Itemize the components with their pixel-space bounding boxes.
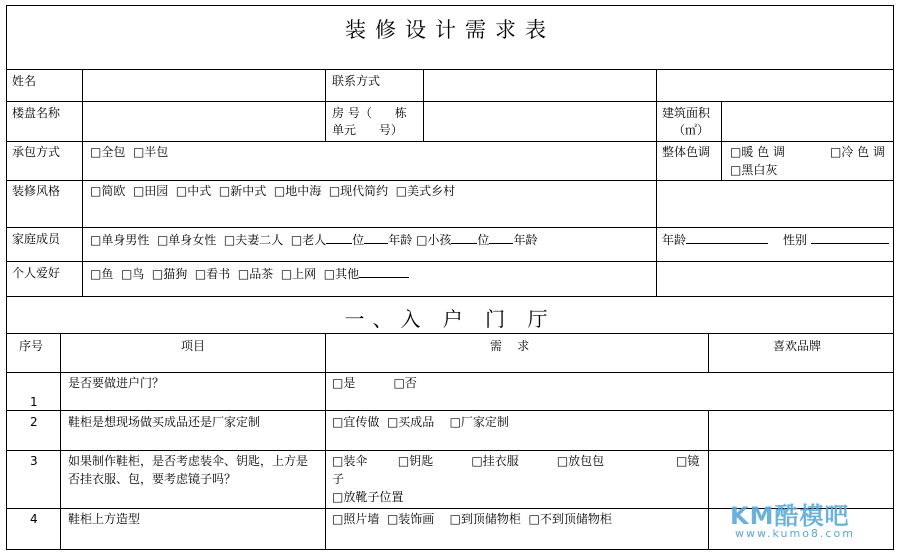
row-divider: [6, 141, 894, 142]
col-divider: [325, 333, 326, 550]
row3-need-mirror[interactable]: □镜: [676, 454, 700, 468]
row-divider: [6, 296, 894, 297]
family-pos-2: 位: [477, 233, 490, 247]
estate-label: 楼盘名称: [12, 106, 61, 120]
row3-item-line1: 如果制作鞋柜，是否考虑装伞、钥匙，上方是: [68, 454, 309, 468]
sex-blank[interactable]: [811, 231, 889, 244]
section-title: 一、入 户 门 厅: [344, 307, 556, 331]
sex-label: 性别: [783, 233, 808, 247]
room-label-line1: 房 号（ 栋: [332, 106, 407, 120]
row-divider: [6, 410, 894, 411]
elder-age-blank[interactable]: [364, 231, 388, 244]
name-label: 姓名: [12, 74, 37, 88]
row1-item: 是否要做进户门？: [68, 376, 165, 390]
row-divider: [6, 450, 894, 451]
color-warm-option[interactable]: □暖 色 调: [730, 145, 785, 159]
row1-need[interactable]: □是 □否: [332, 376, 417, 390]
row-divider: [6, 372, 894, 373]
col-divider: [708, 333, 709, 372]
row-divider: [6, 180, 894, 181]
contact-label: 联系方式: [332, 74, 381, 88]
room-label-line2: 单元 号）: [332, 123, 403, 137]
col-divider: [656, 69, 657, 296]
row-divider: [6, 261, 894, 262]
contract-options[interactable]: □全包 □半包: [90, 145, 169, 159]
col-divider: [708, 410, 709, 550]
color-label: 整体色调: [662, 145, 711, 159]
col-divider: [721, 101, 722, 180]
header-brand: 喜欢品牌: [773, 339, 822, 353]
row3-need-line1[interactable]: □装伞 □钥匙 □挂衣服 □放包包: [332, 454, 605, 468]
hobby-options-text: □鱼 □鸟 □猫狗 □看书 □品茶 □上网 □其他: [90, 267, 360, 281]
hobby-options[interactable]: [90, 265, 409, 283]
sex-field[interactable]: [783, 231, 889, 249]
row4-item: 鞋柜上方造型: [68, 512, 141, 526]
header-no: 序号: [19, 339, 44, 353]
row3-no: 3: [30, 454, 38, 468]
style-label: 装修风格: [12, 184, 61, 198]
family-label: 家庭成员: [12, 232, 61, 246]
contract-label: 承包方式: [12, 145, 61, 159]
row4-no: 4: [30, 512, 38, 526]
family-options[interactable]: [90, 231, 537, 249]
area-label-line2: （㎡）: [673, 123, 710, 137]
elder-count-blank[interactable]: [326, 231, 352, 244]
col-divider: [82, 69, 83, 296]
col-divider: [60, 333, 61, 550]
row3-item-line2: 否挂衣服、包，要考虑镜子吗？: [68, 472, 237, 486]
hobby-label: 个人爱好: [12, 266, 61, 280]
hobby-other-blank[interactable]: [359, 265, 409, 278]
row-divider: [6, 101, 894, 102]
family-age-1: 年龄 □小孩: [388, 233, 452, 247]
age-blank[interactable]: [686, 231, 768, 244]
watermark-logo: KM酷模吧: [730, 502, 850, 530]
row-divider: [6, 69, 894, 70]
family-options-a: □单身男性 □单身女性 □夫妻二人 □老人: [90, 233, 327, 247]
area-label-line1: 建筑面积: [662, 106, 711, 120]
color-cool-option[interactable]: □冷 色 调: [830, 145, 885, 159]
watermark-url: www.kumo8.com: [735, 527, 855, 540]
row1-no: 1: [30, 395, 38, 409]
row2-need[interactable]: □宜传做 □买成品 □厂家定制: [332, 415, 509, 429]
col-divider: [325, 69, 326, 141]
row2-item: 鞋柜是想现场做买成品还是厂家定制: [68, 415, 261, 429]
row2-no: 2: [30, 415, 38, 429]
header-item: 项目: [181, 339, 206, 353]
color-bw-option[interactable]: □黑白灰: [730, 163, 778, 177]
col-divider: [423, 69, 424, 141]
age-label: 年龄: [662, 233, 687, 247]
child-age-blank[interactable]: [489, 231, 513, 244]
row4-need[interactable]: □照片墙 □装饰画 □到顶储物柜 □不到顶储物柜: [332, 512, 612, 526]
row-divider: [6, 333, 894, 334]
family-pos-1: 位: [352, 233, 365, 247]
page-title: 装修设计需求表: [345, 18, 555, 42]
style-options[interactable]: □简欧 □田园 □中式 □新中式 □地中海 □现代简约 □美式乡村: [90, 184, 456, 198]
row3-need-line3[interactable]: □放靴子位置: [332, 490, 404, 504]
family-age-2: 年龄: [513, 233, 538, 247]
header-need: 需 求: [490, 339, 530, 353]
row-divider: [6, 227, 894, 228]
child-count-blank[interactable]: [451, 231, 477, 244]
age-field[interactable]: [662, 231, 768, 249]
row3-need-line2: 子: [332, 472, 345, 486]
